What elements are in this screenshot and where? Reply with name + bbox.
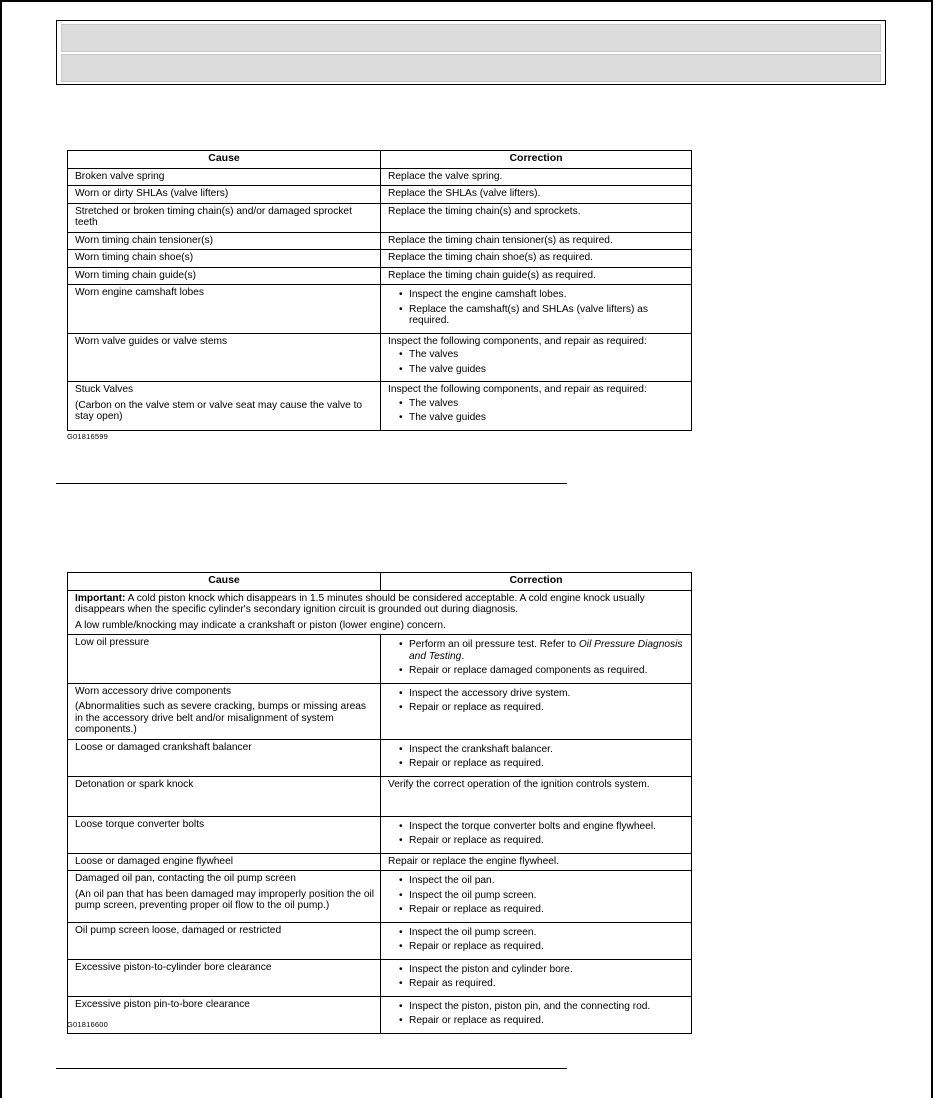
table-row — [68, 776, 692, 816]
important-note — [68, 590, 692, 635]
cause-text: Low oil pressure — [75, 637, 150, 648]
cause-cell — [68, 285, 381, 334]
correction-text: Verify the correct operation of the ignition controls system. — [388, 778, 650, 790]
table-header-row — [68, 573, 692, 591]
figure-id: G01816599 — [67, 432, 109, 441]
cause-cell — [68, 250, 381, 268]
correction-bullet: • Inspect the engine camshaft lobes. — [388, 289, 687, 301]
correction-bullet: • Inspect the accessory drive system. — [388, 688, 687, 700]
important-note-row — [68, 590, 692, 635]
cause-text: Excessive piston pin-to-bore clearance — [75, 998, 250, 1010]
correction-cell — [381, 186, 692, 204]
correction-cell — [381, 871, 692, 923]
correction-bullet: • Repair or replace as required. — [388, 941, 687, 953]
correction-cell — [381, 382, 692, 431]
important-text: A cold piston knock which disappears in 1.5 minutes should be considered acceptable. A cold engine knock usually disappears when the specific cylinder's secondary ignition circuit is grounded out during diagnosis. — [75, 592, 645, 615]
correction-text: Repair or replace the engine flywheel. — [388, 855, 560, 867]
cause-cell — [68, 776, 381, 816]
correction-cell — [381, 816, 692, 853]
cause-cell — [68, 816, 381, 853]
important-note-line2: A low rumble/knocking may indicate a crankshaft or piston (lower engine) concern. — [75, 619, 446, 631]
cause-text: Loose torque converter bolts — [75, 818, 205, 830]
table-row — [68, 739, 692, 776]
table-body — [68, 168, 692, 430]
page-header-box — [56, 20, 886, 85]
correction-text: Inspect the following components, and repair as required: — [388, 384, 647, 395]
correction-cell — [381, 776, 692, 816]
engine-knock-diagnosis-table — [67, 572, 692, 1034]
correction-bullet: • Inspect the oil pump screen. — [388, 890, 687, 902]
cause-text: Oil pump screen loose, damaged or restricted — [75, 924, 282, 936]
correction-bullet: • Repair as required. — [388, 978, 687, 990]
cause-cell — [68, 267, 381, 285]
cause-cell — [68, 382, 381, 431]
table-header-row — [68, 151, 692, 169]
valve-train-diagnosis-table — [67, 150, 692, 431]
cause-note: (Carbon on the valve stem or valve seat may cause the valve to stay open) — [75, 399, 363, 422]
correction-bullet: • Inspect the piston and cylinder bore. — [388, 964, 687, 976]
cause-cell — [68, 168, 381, 186]
bullet-text: Perform an oil pressure test. Refer to — [409, 639, 579, 650]
cause-text: Excessive piston-to-cylinder bore clearance — [75, 961, 272, 973]
correction-bullet: • Inspect the crankshaft balancer. — [388, 744, 687, 756]
cause-text: Damaged oil pan, contacting the oil pump screen — [75, 873, 296, 884]
cause-cell — [68, 853, 381, 871]
correction-cell — [381, 203, 692, 232]
correction-bullet: • Inspect the piston, piston pin, and the connecting rod. — [388, 1001, 687, 1013]
cause-note: (Abnormalities such as severe cracking, bumps or missing areas in the accessory drive belt and/or misalignment of system components.) — [75, 701, 367, 735]
important-label: Important: — [75, 592, 126, 604]
header-title-bar — [61, 24, 881, 52]
correction-bullet: • Repair or replace as required. — [388, 702, 687, 714]
cause-text: Worn engine camshaft lobes — [75, 287, 204, 298]
cause-note: (An oil pan that has been damaged may improperly position the oil pump screen, preventing proper oil flow to the oil pump.) — [75, 888, 375, 911]
cause-text: Stuck Valves — [75, 384, 134, 395]
section-divider — [56, 483, 567, 484]
cause-cell — [68, 996, 381, 1033]
table-row — [68, 168, 692, 186]
table-body — [68, 590, 692, 1033]
table-row — [68, 683, 692, 739]
correction-cell — [381, 959, 692, 996]
cause-cell — [68, 959, 381, 996]
cause-cell — [68, 203, 381, 232]
table-row — [68, 203, 692, 232]
header-subtitle-bar — [61, 54, 881, 82]
correction-text: Replace the timing chain guide(s) as required. — [388, 269, 596, 281]
correction-bullet: • The valve guides — [388, 412, 687, 424]
cause-cell — [68, 333, 381, 382]
cause-text: Worn accessory drive components — [75, 685, 232, 697]
table-row — [68, 232, 692, 250]
correction-bullet: • Replace the camshaft(s) and SHLAs (valve lifters) as required. — [388, 304, 687, 327]
correction-cell — [381, 168, 692, 186]
table-row — [68, 250, 692, 268]
cause-text: Detonation or spark knock — [75, 778, 194, 790]
correction-cell — [381, 267, 692, 285]
correction-cell — [381, 285, 692, 334]
cause-text: Worn valve guides or valve stems — [75, 335, 228, 347]
table-row — [68, 871, 692, 923]
cause-text: Loose or damaged engine flywheel — [75, 855, 234, 867]
cause-text: Worn timing chain shoe(s) — [75, 252, 194, 263]
correction-cell — [381, 250, 692, 268]
cause-text: Worn timing chain guide(s) — [75, 269, 196, 281]
correction-cell — [381, 232, 692, 250]
table-row — [68, 267, 692, 285]
cause-text: Worn or dirty SHLAs (valve lifters) — [75, 188, 229, 199]
correction-text: Replace the SHLAs (valve lifters). — [388, 188, 541, 199]
table-row — [68, 186, 692, 204]
correction-text: Replace the timing chain tensioner(s) as required. — [388, 234, 613, 246]
table-row — [68, 333, 692, 382]
cause-cell — [68, 683, 381, 739]
correction-bullet: • Inspect the torque converter bolts and engine flywheel. — [388, 821, 687, 833]
cause-cell — [68, 186, 381, 204]
correction-text: Inspect the following components, and repair as required: — [388, 335, 647, 347]
cause-cell — [68, 739, 381, 776]
table-row — [68, 996, 692, 1033]
correction-bullet: • Repair or replace as required. — [388, 904, 687, 916]
table-row — [68, 285, 692, 334]
cause-text: Stretched or broken timing chain(s) and/or damaged sprocket teeth — [75, 205, 352, 228]
table-row — [68, 959, 692, 996]
table-row — [68, 922, 692, 959]
correction-bullet — [388, 639, 687, 662]
table-row — [68, 382, 692, 431]
figure-id: G01816600 — [67, 1020, 109, 1029]
correction-bullet: • Repair or replace damaged components as required. — [388, 665, 687, 677]
cause-cell — [68, 232, 381, 250]
correction-bullet: • The valve guides — [388, 364, 687, 376]
correction-text: Replace the valve spring. — [388, 170, 503, 182]
correction-column-header: Correction — [381, 573, 692, 591]
correction-cell — [381, 922, 692, 959]
cause-column-header: Cause — [68, 573, 381, 591]
correction-bullet: • The valves — [388, 349, 687, 361]
correction-bullet: • Inspect the oil pan. — [388, 875, 687, 887]
correction-bullet: • Repair or replace as required. — [388, 758, 687, 770]
correction-cell — [381, 996, 692, 1033]
correction-bullet: • Repair or replace as required. — [388, 835, 687, 847]
correction-text: Replace the timing chain shoe(s) as required. — [388, 252, 593, 263]
table-row — [68, 816, 692, 853]
bullet-text-suffix: . — [461, 650, 465, 662]
correction-cell — [381, 739, 692, 776]
correction-cell — [381, 635, 692, 684]
cause-text: Worn timing chain tensioner(s) — [75, 234, 213, 246]
correction-bullet: • Inspect the oil pump screen. — [388, 927, 687, 939]
cause-text: Broken valve spring — [75, 170, 165, 182]
correction-text: Replace the timing chain(s) and sprockets. — [388, 205, 581, 217]
table-row — [68, 635, 692, 684]
correction-column-header: Correction — [381, 151, 692, 169]
cause-text: Loose or damaged crankshaft balancer — [75, 741, 252, 753]
correction-bullet: • Repair or replace as required. — [388, 1015, 687, 1027]
cause-cell — [68, 871, 381, 923]
procedure-reference: Oil Pressure Diagnosis and Testing — [409, 639, 683, 662]
section-divider — [56, 1068, 567, 1069]
table-row — [68, 853, 692, 871]
correction-cell — [381, 853, 692, 871]
cause-cell — [68, 635, 381, 684]
correction-bullet: • The valves — [388, 398, 687, 410]
correction-cell — [381, 333, 692, 382]
cause-cell — [68, 922, 381, 959]
cause-column-header: Cause — [68, 151, 381, 169]
correction-cell — [381, 683, 692, 739]
